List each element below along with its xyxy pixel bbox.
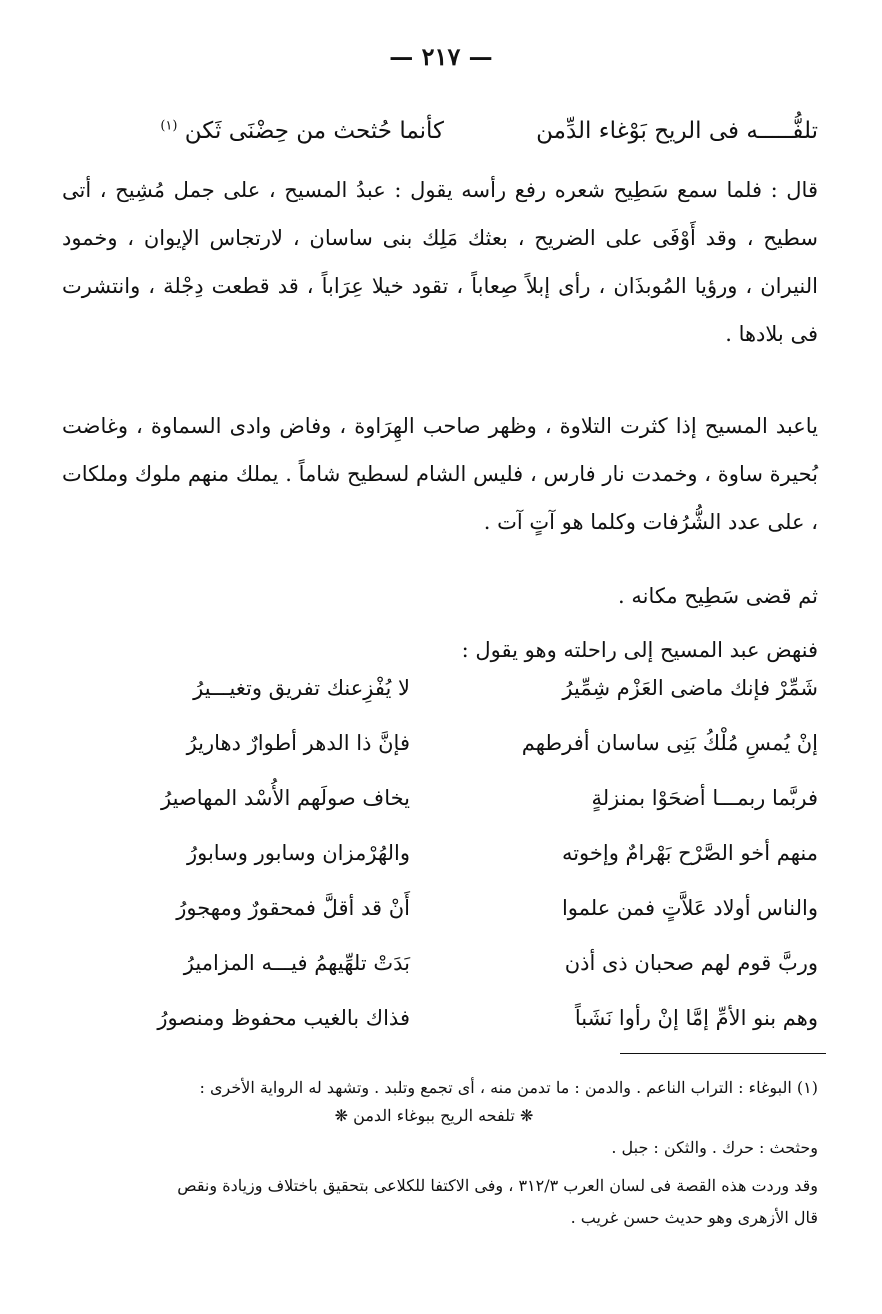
footnote-line: (١) البوغاء : التراب الناعم . والدمن : ما تدمن منه ، أى تجمع وتلبد . وتشهد له الرواية الأخرى :	[199, 1078, 818, 1097]
footnote-line: وحثحث : حرك . والثكن : جبل .	[611, 1138, 818, 1157]
footnote-separator	[620, 1053, 826, 1054]
opening-verse-first-hemistich: تلفُّـــــه فى الريح بَوْغاء الدِّمن	[536, 118, 818, 144]
footnote-line: قال الأزهرى وهو حديث حسن غريب .	[570, 1208, 818, 1227]
paragraph-prophecy	[62, 402, 818, 546]
poem-first-hemistich: شَمِّرْ فإنك ماضى العَزْم شِمِّيرُ	[562, 676, 818, 700]
paragraph-text: قال : فلما سمع سَطِيح شعره رفع رأسه يقول : عبدُ المسيح ، على جمل مُشِيح ، أتى سطيح ، وقد أَوْفَى على الضريح ، بعثك مَلِك بنى ساسان ، لارتجاس الإيوان ، وخمود النيران ، ورؤيا المُوبذَان ، رأى إبلاً صِعاباً ، تقود خيلا عِرَاباً ، قد قطعت دِجْلة ، وانتشرت فى بلادها .	[62, 178, 818, 346]
paragraph-text: ثم قضى سَطِيح مكانه .	[617, 584, 818, 608]
paragraph-satih-death	[62, 572, 818, 620]
poem-first-hemistich: فربَّما ربمـــا أضحَوْا بمنزلةٍ	[591, 786, 818, 810]
poem-second-hemistich: يخاف صولَهم الأُسْد المهاصيرُ	[161, 786, 410, 810]
opening-verse-second-text: كأنما حُثحث من حِضْنَى ثَكن	[184, 118, 444, 144]
page-number: — ٢١٧ —	[389, 42, 493, 71]
paragraph-poem-intro	[62, 626, 818, 674]
poem-first-hemistich: منهم أخو الصَّرْح بَهْرامٌ وإخوته	[561, 841, 818, 865]
paragraph-text: فنهض عبد المسيح إلى راحلته وهو يقول :	[461, 638, 818, 662]
poem-second-hemistich: لا يُفْزِعنك تفريق وتغيـــيرُ	[193, 676, 410, 700]
paragraph-satih-speech	[62, 166, 818, 358]
footnote-line: وقد وردت هذه القصة فى لسان العرب ٣١٢/٣ ، وفى الاكتفا للكلاعى بتحقيق باختلاف وزيادة ونقص	[177, 1176, 818, 1195]
poem-first-hemistich: وربَّ قوم لهم صحبان ذى أذن	[564, 951, 818, 975]
poem-second-hemistich: فإنَّ ذا الدهر أطوارٌ دهاريرُ	[186, 731, 410, 755]
poem-second-hemistich: بَدَتْ تلهِّيهمُ فيـــه المزاميرُ	[183, 951, 410, 975]
opening-verse-second-hemistich	[160, 118, 444, 144]
poem-first-hemistich: والناس أولاد عَلاَّتٍ فمن علموا	[561, 896, 818, 920]
poem-second-hemistich: أَنْ قد أقلَّ فمحقورٌ ومهجورُ	[176, 896, 410, 920]
poem-first-hemistich: إنْ يُمسِ مُلْكُ بَنِى ساسان أفرطهم	[521, 731, 818, 755]
poem-first-hemistich: وهم بنو الأمِّ إمَّا إنْ رأوا نَشَباً	[574, 1006, 818, 1030]
footnote-quote: ❋ تلفحه الريح ببوغاء الدمن ❋	[334, 1106, 534, 1125]
poem-second-hemistich: فذاك بالغيب محفوظ ومنصورُ	[157, 1006, 410, 1030]
paragraph-text: ياعبد المسيح إذا كثرت التلاوة ، وظهر صاحب الهِرَاوة ، وفاض وادى السماوة ، وغاضت بُحيرة ساوة ، وخمدت نار فارس ، فليس الشام لسطيح شاماً . يملك منهم ملوك وملكات ، على عدد الشُّرُفات وكلما هو آتٍ آت .	[62, 414, 818, 534]
footnote-marker: (١)	[160, 118, 178, 134]
poem-second-hemistich: والهُرْمزان وسابور وسابورُ	[186, 841, 410, 865]
